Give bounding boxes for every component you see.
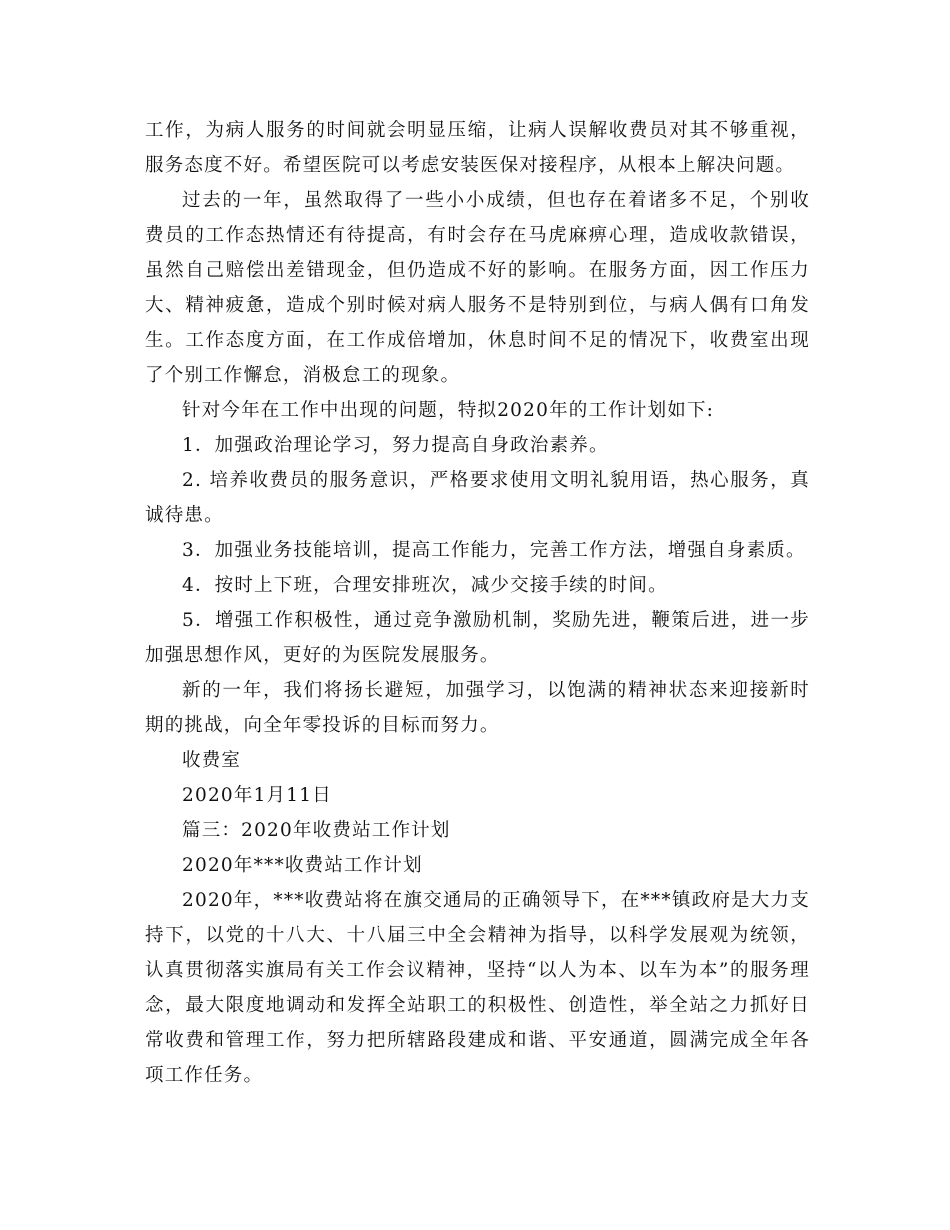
plan-item-1: 1．加强政治理论学习，努力提高自身政治素养。 (182, 435, 609, 456)
section-heading: 篇三：2020年收费站工作计划 (182, 820, 451, 841)
plan-item-4: 4．按时上下班，合理安排班次，减少交接手续的时间。 (182, 575, 668, 596)
paragraph-continuation: 工作，为病人服务的时间就会明显压缩，让病人误解收费员对其不够重视，服务态度不好。希望医院可以考虑安装医保对接程序，从根本上解决问题。 (145, 120, 810, 176)
signature-department: 收费室 (182, 750, 242, 771)
plan-item-3: 3．加强业务技能培训，提高工作能力，完善工作方法，增强自身素质。 (182, 540, 806, 561)
plan-item-2: 2. 培养收费员的服务意识，严格要求使用文明礼貌用语，热心服务，真诚待患。 (145, 470, 810, 526)
paragraph-section-body: 2020年，***收费站将在旗交通局的正确领导下，在***镇政府是大力支持下，以党的十八大、十八届三中全会精神为指导，以科学发展观为统领，认真贯彻落实旗局有关工作会议精神，坚持“以人为本、以车为本”的服务理念，最大限度地调动和发挥全站职工的积极性、创造性，举全站之力抓好日常收费和管理工作，努力把所辖路段建成和谐、平安通道，圆满完成全年各项工作任务。 (145, 890, 810, 1086)
paragraph-closing: 新的一年，我们将扬长避短，加强学习，以饱满的精神状态来迎接新时期的挑战，向全年零投诉的目标而努力。 (145, 680, 810, 736)
document-body (145, 113, 810, 1093)
signature-date: 2020年1月11日 (182, 785, 332, 806)
section-title: 2020年***收费站工作计划 (182, 855, 423, 876)
plan-item-5: 5．增强工作积极性，通过竞争激励机制，奖励先进，鞭策后进，进一步加强思想作风，更好的为医院发展服务。 (145, 610, 810, 666)
paragraph-shortcomings: 过去的一年，虽然取得了一些小小成绩，但也存在着诸多不足，个别收费员的工作态热情还有待提高，有时会存在马虎麻痹心理，造成收款错误，虽然自己赔偿出差错现金，但仍造成不好的影响。在服务方面，因工作压力大、精神疲惫，造成个别时候对病人服务不是特别到位，与病人偶有口角发生。工作态度方面，在工作成倍增加，休息时间不足的情况下，收费室出现了个别工作懈怠，消极怠工的现象。 (145, 190, 810, 386)
paragraph-plan-intro: 针对今年在工作中出现的问题，特拟2020年的工作计划如下: (182, 400, 715, 421)
